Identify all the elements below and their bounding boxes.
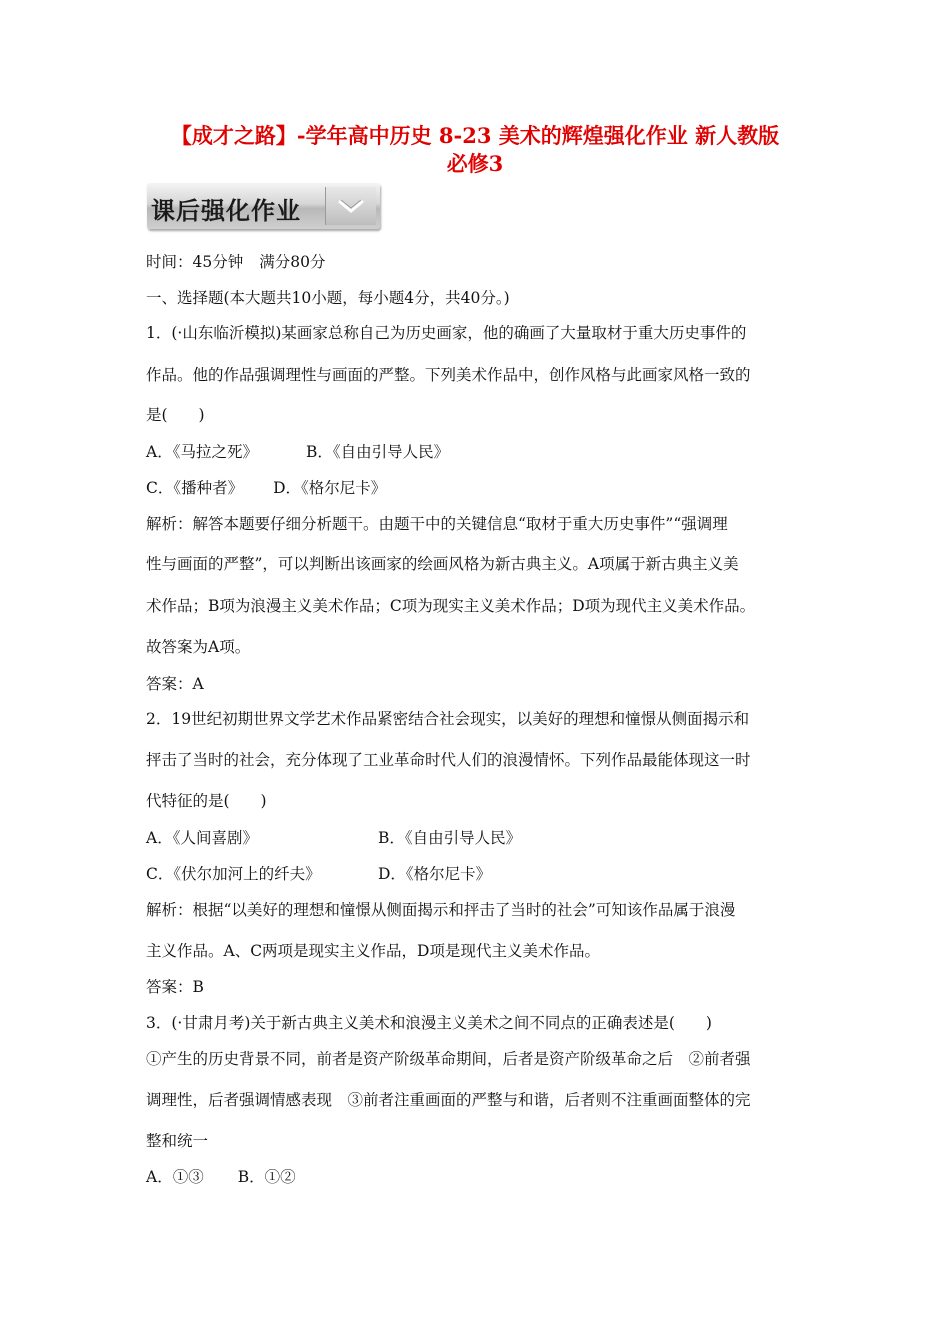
q3-option-a: A．①③	[146, 1168, 204, 1186]
q2-analysis-line1: 解析：根据“以美好的理想和憧憬从侧面揭示和抨击了当时的社会”可知该作品属于浪漫	[146, 901, 736, 919]
q2-option-d: D．《格尔尼卡》	[378, 865, 492, 883]
document-title-line1: 【成才之路】-学年高中历史 8-23 美术的辉煌强化作业 新人教版	[170, 123, 780, 148]
q2-options-ab	[146, 828, 521, 848]
q1-option-d: D．《格尔尼卡》	[273, 479, 387, 497]
q2-answer: 答案：B	[146, 978, 204, 996]
q3-stem-line2: ①产生的历史背景不同，前者是资产阶级革命期间，后者是资产阶级革命之后 ②前者强	[146, 1050, 751, 1068]
banner-label: 课后强化作业	[151, 197, 301, 225]
q1-option-c: C．《播种者》	[146, 479, 244, 497]
banner-tab	[325, 187, 376, 225]
q1-options-ab	[146, 442, 449, 462]
q2-analysis-line2: 主义作品。A、C两项是现实主义作品，D项是现代主义美术作品。	[146, 942, 600, 960]
q1-analysis-line3: 术作品；B项为浪漫主义美术作品；C项为现实主义美术作品；D项为现代主义美术作品。	[146, 597, 756, 615]
q1-stem-line3: 是( )	[146, 406, 205, 424]
q2-options-cd	[146, 864, 491, 884]
q3-option-b: B．①②	[237, 1168, 296, 1186]
q3-stem-line3: 调理性，后者强调情感表现 ③前者注重画面的严整与和谐，后者则不注重画面整体的完	[146, 1091, 751, 1109]
q2-stem-line3: 代特征的是( )	[146, 792, 267, 810]
q2-option-b: B．《自由引导人民》	[378, 829, 522, 847]
document-title-line2: 必修3	[446, 151, 504, 176]
q1-option-b: B．《自由引导人民》	[305, 443, 450, 461]
q2-option-c: C．《伏尔加河上的纤夫》	[146, 865, 321, 883]
q1-stem-line1: 1．(·山东临沂模拟)某画家总称自己为历史画家，他的确画了大量取材于重大历史事件的	[146, 324, 747, 342]
time-score-line	[146, 252, 325, 272]
homework-banner	[147, 183, 380, 229]
q1-option-a: A．《马拉之死》	[146, 443, 258, 461]
q1-analysis-line1: 解析：解答本题要仔细分析题干。由题干中的关键信息“取材于重大历史事件”“强调理	[146, 515, 728, 533]
q2-option-a: A．《人间喜剧》	[146, 829, 258, 847]
score-label: 满分80分	[259, 253, 326, 271]
q1-answer: 答案：A	[146, 675, 204, 693]
q3-stem-line1: 3．(·甘肃月考)关于新古典主义美术和浪漫主义美术之间不同点的正确表述是( )	[146, 1014, 712, 1032]
q3-options-ab	[146, 1167, 296, 1187]
q3-stem-line4: 整和统一	[146, 1132, 209, 1150]
section-heading: 一、选择题(本大题共10小题，每小题4分，共40分。)	[146, 289, 510, 307]
q2-stem-line1: 2．19世纪初期世界文学艺术作品紧密结合社会现实，以美好的理想和憧憬从侧面揭示和	[146, 710, 750, 728]
chevron-down-icon	[337, 198, 365, 214]
time-label: 时间：45分钟	[146, 253, 244, 271]
q1-analysis-line2: 性与画面的严整”，可以判断出该画家的绘画风格为新古典主义。A项属于新古典主义美	[146, 555, 739, 573]
q1-analysis-line4: 故答案为A项。	[146, 638, 251, 656]
q2-stem-line2: 抨击了当时的社会，充分体现了工业革命时代人们的浪漫情怀。下列作品最能体现这一时	[146, 751, 751, 769]
q1-stem-line2: 作品。他的作品强调理性与画面的严整。下列美术作品中，创作风格与此画家风格一致的	[146, 366, 751, 384]
q1-options-cd	[146, 478, 386, 498]
